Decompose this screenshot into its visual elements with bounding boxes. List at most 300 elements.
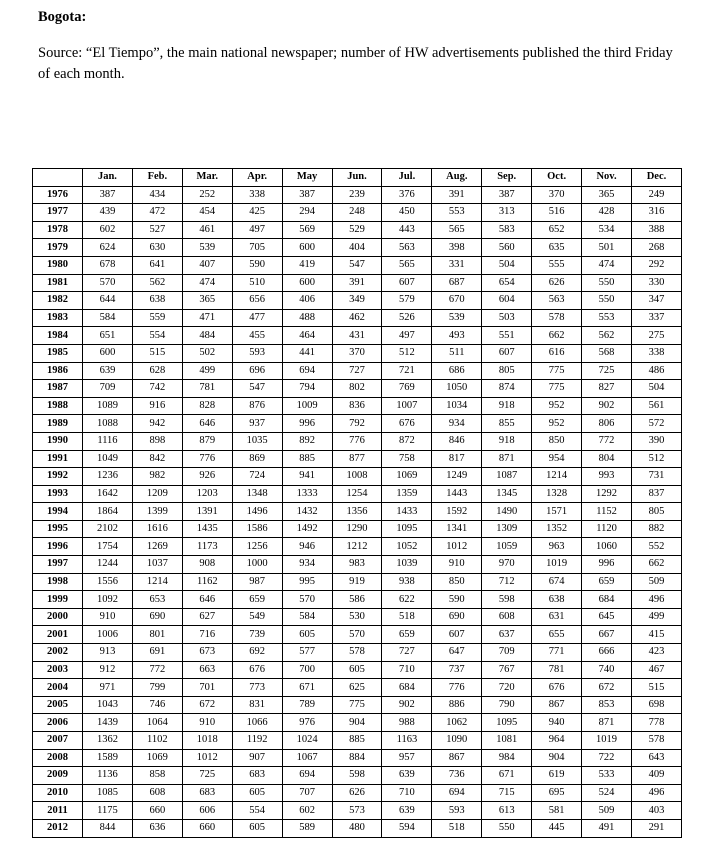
value-cell: 1642 [83,485,133,503]
value-cell: 1175 [83,802,133,820]
value-cell: 565 [432,221,482,239]
value-cell: 330 [631,274,681,292]
value-cell: 1012 [432,538,482,556]
value-cell: 584 [83,309,133,327]
value-cell: 775 [532,362,582,380]
value-cell: 1006 [83,626,133,644]
value-cell: 512 [631,450,681,468]
value-cell: 1136 [83,767,133,785]
table-row [33,239,682,257]
value-cell: 365 [182,292,232,310]
value-cell: 996 [582,556,632,574]
value-cell: 1309 [482,520,532,538]
value-cell: 908 [182,556,232,574]
value-cell: 602 [83,221,133,239]
year-cell: 1984 [33,327,83,345]
value-cell: 337 [631,309,681,327]
value-cell: 672 [182,696,232,714]
value-cell: 781 [182,380,232,398]
year-cell: 2007 [33,732,83,750]
year-cell: 2008 [33,749,83,767]
value-cell: 249 [631,186,681,204]
value-cell: 694 [282,362,332,380]
value-cell: 1192 [232,732,282,750]
value-cell: 636 [132,819,182,837]
value-cell: 551 [482,327,532,345]
table-row [33,591,682,609]
value-cell: 1333 [282,485,332,503]
year-cell: 1995 [33,520,83,538]
value-cell: 607 [482,344,532,362]
value-cell: 577 [282,644,332,662]
value-cell: 1352 [532,520,582,538]
value-cell: 1102 [132,732,182,750]
value-cell: 710 [382,784,432,802]
value-cell: 550 [582,292,632,310]
value-cell: 291 [631,819,681,837]
value-cell: 996 [282,415,332,433]
year-cell: 1987 [33,380,83,398]
year-cell: 2002 [33,644,83,662]
value-cell: 670 [432,292,482,310]
year-cell: 1990 [33,432,83,450]
value-cell: 769 [382,380,432,398]
value-cell: 659 [582,573,632,591]
value-cell: 867 [532,696,582,714]
year-cell: 1977 [33,204,83,222]
value-cell: 403 [631,802,681,820]
value-cell: 472 [132,204,182,222]
value-cell: 625 [332,679,382,697]
month-header: Jul. [382,169,432,187]
value-cell: 641 [132,256,182,274]
value-cell: 1236 [83,468,133,486]
value-cell: 653 [132,591,182,609]
value-cell: 775 [532,380,582,398]
value-cell: 406 [282,292,332,310]
value-cell: 347 [631,292,681,310]
value-cell: 678 [83,256,133,274]
table-row [33,221,682,239]
value-cell: 497 [382,327,432,345]
value-cell: 294 [282,204,332,222]
value-cell: 742 [132,380,182,398]
value-cell: 913 [83,644,133,662]
value-cell: 654 [482,274,532,292]
value-cell: 590 [232,256,282,274]
year-cell: 2001 [33,626,83,644]
value-cell: 684 [582,591,632,609]
corner-cell [33,169,83,187]
table-row [33,802,682,820]
value-cell: 547 [332,256,382,274]
value-cell: 553 [582,309,632,327]
value-cell: 772 [132,661,182,679]
month-header: Oct. [532,169,582,187]
value-cell: 827 [582,380,632,398]
value-cell: 515 [132,344,182,362]
value-cell: 1754 [83,538,133,556]
value-cell: 638 [532,591,582,609]
table-row [33,661,682,679]
value-cell: 570 [282,591,332,609]
value-cell: 673 [182,644,232,662]
value-cell: 1088 [83,415,133,433]
value-cell: 995 [282,573,332,591]
value-cell: 501 [582,239,632,257]
table-row [33,309,682,327]
value-cell: 573 [332,802,382,820]
value-cell: 1019 [532,556,582,574]
value-cell: 370 [332,344,382,362]
value-cell: 1244 [83,556,133,574]
year-cell: 2012 [33,819,83,837]
table-row [33,485,682,503]
value-cell: 1290 [332,520,382,538]
value-cell: 391 [332,274,382,292]
table-row [33,256,682,274]
year-cell: 1979 [33,239,83,257]
value-cell: 721 [382,362,432,380]
value-cell: 1292 [582,485,632,503]
value-cell: 600 [83,344,133,362]
value-cell: 1092 [83,591,133,609]
value-cell: 700 [282,661,332,679]
value-cell: 1067 [282,749,332,767]
value-cell: 390 [631,432,681,450]
value-cell: 1571 [532,503,582,521]
value-cell: 491 [582,819,632,837]
value-cell: 529 [332,221,382,239]
value-cell: 555 [532,256,582,274]
value-cell: 676 [382,415,432,433]
value-cell: 349 [332,292,382,310]
value-cell: 1120 [582,520,632,538]
value-cell: 720 [482,679,532,697]
value-cell: 1359 [382,485,432,503]
value-cell: 987 [232,573,282,591]
table-row [33,714,682,732]
value-cell: 484 [182,327,232,345]
month-header: Apr. [232,169,282,187]
value-cell: 1256 [232,538,282,556]
value-cell: 534 [582,221,632,239]
value-cell: 898 [132,432,182,450]
value-cell: 701 [182,679,232,697]
value-cell: 1085 [83,784,133,802]
value-cell: 607 [382,274,432,292]
value-cell: 600 [282,239,332,257]
value-cell: 474 [182,274,232,292]
value-cell: 471 [182,309,232,327]
value-cell: 776 [432,679,482,697]
table-row [33,292,682,310]
value-cell: 872 [382,432,432,450]
value-cell: 1345 [482,485,532,503]
value-cell: 963 [532,538,582,556]
year-cell: 1992 [33,468,83,486]
value-cell: 248 [332,204,382,222]
value-cell: 638 [132,292,182,310]
value-cell: 683 [182,784,232,802]
value-cell: 1012 [182,749,232,767]
value-cell: 510 [232,274,282,292]
table-row [33,450,682,468]
value-cell: 946 [282,538,332,556]
month-header: Sep. [482,169,532,187]
value-cell: 952 [532,397,582,415]
value-cell: 584 [282,608,332,626]
value-cell: 1209 [132,485,182,503]
value-cell: 844 [83,819,133,837]
value-cell: 1000 [232,556,282,574]
table-row [33,344,682,362]
table-row [33,573,682,591]
table-row [33,204,682,222]
value-cell: 831 [232,696,282,714]
value-cell: 652 [532,221,582,239]
value-cell: 387 [282,186,332,204]
value-cell: 1008 [332,468,382,486]
value-cell: 1341 [432,520,482,538]
value-cell: 683 [232,767,282,785]
value-cell: 331 [432,256,482,274]
value-cell: 912 [83,661,133,679]
value-cell: 275 [631,327,681,345]
month-header: Aug. [432,169,482,187]
value-cell: 828 [182,397,232,415]
value-cell: 583 [482,221,532,239]
value-cell: 477 [232,309,282,327]
value-cell: 1052 [382,538,432,556]
value-cell: 725 [582,362,632,380]
month-header: Jan. [83,169,133,187]
value-cell: 579 [382,292,432,310]
value-cell: 607 [432,626,482,644]
year-cell: 1978 [33,221,83,239]
value-cell: 934 [432,415,482,433]
year-cell: 2009 [33,767,83,785]
value-cell: 554 [232,802,282,820]
value-cell: 739 [232,626,282,644]
value-cell: 802 [332,380,382,398]
value-cell: 1356 [332,503,382,521]
value-cell: 904 [532,749,582,767]
value-cell: 1249 [432,468,482,486]
value-cell: 736 [432,767,482,785]
value-cell: 549 [232,608,282,626]
value-cell: 496 [631,784,681,802]
value-cell: 502 [182,344,232,362]
table-row [33,397,682,415]
value-cell: 647 [432,644,482,662]
value-cell: 867 [432,749,482,767]
value-cell: 619 [532,767,582,785]
value-cell: 1024 [282,732,332,750]
value-cell: 727 [332,362,382,380]
year-cell: 1996 [33,538,83,556]
year-cell: 1983 [33,309,83,327]
value-cell: 941 [282,468,332,486]
value-cell: 716 [182,626,232,644]
value-cell: 539 [432,309,482,327]
value-cell: 431 [332,327,382,345]
value-cell: 605 [232,819,282,837]
year-cell: 2000 [33,608,83,626]
value-cell: 940 [532,714,582,732]
value-cell: 553 [432,204,482,222]
value-cell: 885 [332,732,382,750]
value-cell: 976 [282,714,332,732]
value-cell: 794 [282,380,332,398]
table-row [33,415,682,433]
year-cell: 1994 [33,503,83,521]
value-cell: 562 [132,274,182,292]
value-cell: 1081 [482,732,532,750]
value-cell: 792 [332,415,382,433]
value-cell: 737 [432,661,482,679]
value-cell: 1018 [182,732,232,750]
value-cell: 910 [182,714,232,732]
value-cell: 942 [132,415,182,433]
value-cell: 850 [532,432,582,450]
source-note: Source: “El Tiempo”, the main national newspaper; number of HW advertisements published the third Friday of each month. [38,45,673,82]
value-cell: 630 [132,239,182,257]
value-cell: 370 [532,186,582,204]
value-cell: 454 [182,204,232,222]
table-body [33,186,682,837]
value-cell: 1050 [432,380,482,398]
value-cell: 850 [432,573,482,591]
year-cell: 1997 [33,556,83,574]
value-cell: 846 [432,432,482,450]
value-cell: 504 [482,256,532,274]
value-cell: 773 [232,679,282,697]
table-row [33,749,682,767]
year-cell: 1993 [33,485,83,503]
value-cell: 563 [532,292,582,310]
value-cell: 561 [631,397,681,415]
value-cell: 1009 [282,397,332,415]
value-cell: 1035 [232,432,282,450]
value-cell: 605 [332,661,382,679]
value-cell: 407 [182,256,232,274]
year-cell: 2003 [33,661,83,679]
value-cell: 1043 [83,696,133,714]
value-cell: 919 [332,573,382,591]
table-header [33,169,682,187]
table-row [33,468,682,486]
year-cell: 1985 [33,344,83,362]
month-header: Dec. [631,169,681,187]
value-cell: 957 [382,749,432,767]
value-cell: 918 [482,432,532,450]
value-cell: 698 [631,696,681,714]
value-cell: 624 [83,239,133,257]
value-cell: 423 [631,644,681,662]
table-row [33,732,682,750]
value-cell: 455 [232,327,282,345]
value-cell: 570 [332,626,382,644]
value-cell: 1556 [83,573,133,591]
month-header: Jun. [332,169,382,187]
value-cell: 462 [332,309,382,327]
month-header: Mar. [182,169,232,187]
value-cell: 910 [83,608,133,626]
value-cell: 1432 [282,503,332,521]
value-cell: 882 [631,520,681,538]
value-cell: 598 [482,591,532,609]
value-cell: 789 [282,696,332,714]
value-cell: 419 [282,256,332,274]
value-cell: 1089 [83,397,133,415]
table-row [33,784,682,802]
value-cell: 493 [432,327,482,345]
value-cell: 313 [482,204,532,222]
value-cell: 938 [382,573,432,591]
value-cell: 518 [432,819,482,837]
value-cell: 338 [631,344,681,362]
value-cell: 984 [482,749,532,767]
value-cell: 934 [282,556,332,574]
value-cell: 1362 [83,732,133,750]
value-cell: 1069 [382,468,432,486]
value-cell: 391 [432,186,482,204]
value-cell: 613 [482,802,532,820]
year-cell: 1986 [33,362,83,380]
value-cell: 725 [182,767,232,785]
value-cell: 606 [182,802,232,820]
value-cell: 527 [132,221,182,239]
value-cell: 1095 [482,714,532,732]
table-row [33,679,682,697]
value-cell: 667 [582,626,632,644]
value-cell: 907 [232,749,282,767]
value-cell: 715 [482,784,532,802]
value-cell: 1069 [132,749,182,767]
value-cell: 776 [182,450,232,468]
value-cell: 1152 [582,503,632,521]
value-cell: 1203 [182,485,232,503]
value-cell: 937 [232,415,282,433]
value-cell: 497 [232,221,282,239]
value-cell: 593 [432,802,482,820]
value-cell: 445 [532,819,582,837]
value-cell: 635 [532,239,582,257]
value-cell: 837 [631,485,681,503]
value-cell: 727 [382,644,432,662]
value-cell: 676 [232,661,282,679]
table-row [33,362,682,380]
value-cell: 409 [631,767,681,785]
value-cell: 643 [631,749,681,767]
year-cell: 2004 [33,679,83,697]
table-row [33,626,682,644]
year-cell: 1982 [33,292,83,310]
value-cell: 659 [382,626,432,644]
value-cell: 988 [382,714,432,732]
value-cell: 836 [332,397,382,415]
value-cell: 645 [582,608,632,626]
value-cell: 1269 [132,538,182,556]
value-cell: 581 [532,802,582,820]
value-cell: 488 [282,309,332,327]
value-cell: 871 [482,450,532,468]
value-cell: 656 [232,292,282,310]
value-cell: 512 [382,344,432,362]
value-cell: 594 [382,819,432,837]
header-row [33,169,682,187]
